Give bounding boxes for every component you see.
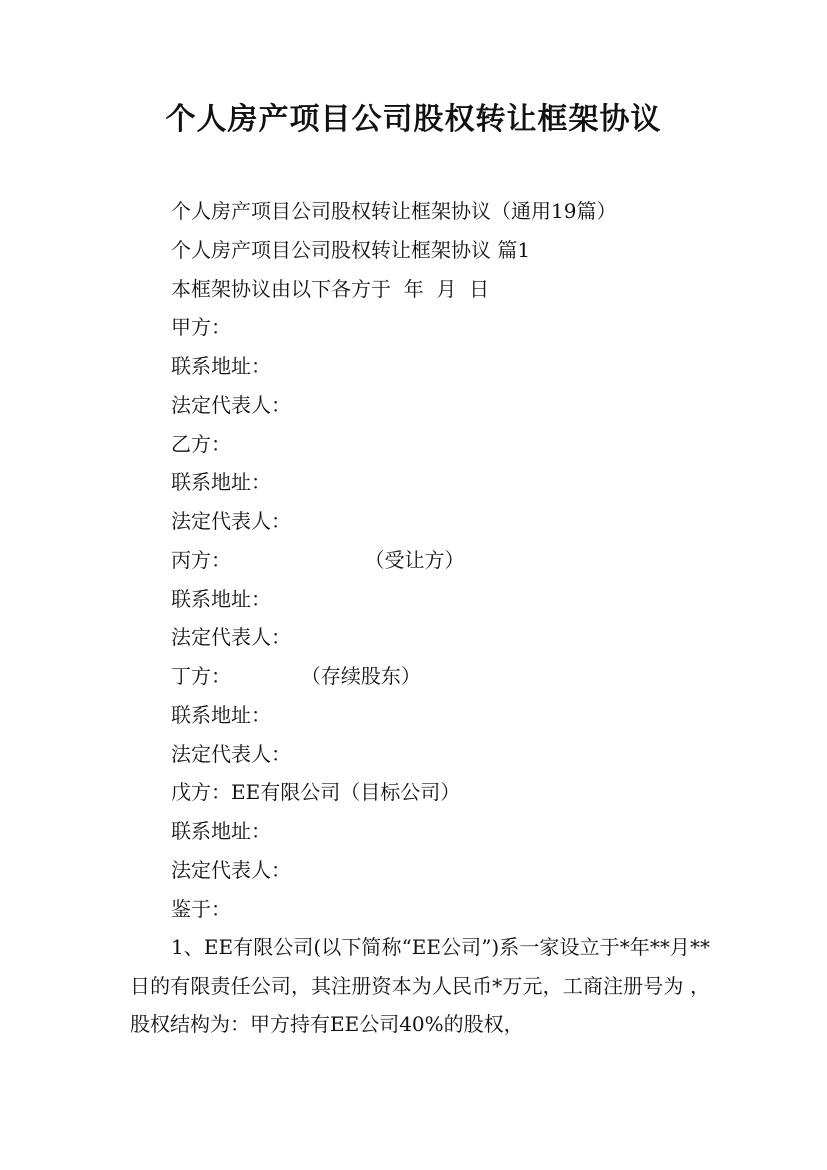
party-b-label: 乙方：	[171, 432, 231, 456]
party-e-label: 戊方：EE有限公司（目标公司）	[171, 780, 461, 804]
party-b-representative-label: 法定代表人：	[171, 509, 291, 533]
party-a-label: 甲方：	[171, 315, 231, 339]
recital-paragraph: 1、EE有限公司(以下简称“EE公司”)系一家设立于*年**月**日的有限责任公司，其注册资本为人民币*万元，工商注册号为 ，股权结构为：甲方持有EE公司40%的股权，	[130, 935, 710, 1036]
subtitle-line: 个人房产项目公司股权转让框架协议（通用19篇）	[171, 199, 617, 223]
party-e-address-label: 联系地址：	[171, 819, 271, 843]
party-d-address-label: 联系地址：	[171, 703, 271, 727]
party-c-representative-label: 法定代表人：	[171, 625, 291, 649]
whereas-label: 鉴于：	[171, 897, 231, 921]
chapter-heading: 个人房产项目公司股权转让框架协议 篇1	[171, 238, 531, 262]
agreement-date-line: 本框架协议由以下各方于 年 月 日	[171, 277, 490, 301]
party-b-address-label: 联系地址：	[171, 470, 271, 494]
party-c-label: 丙方： （受让方）	[171, 548, 465, 572]
party-a-representative-label: 法定代表人：	[171, 393, 291, 417]
party-d-label: 丁方： （存续股东）	[171, 664, 421, 688]
party-c-address-label: 联系地址：	[171, 587, 271, 611]
party-d-representative-label: 法定代表人：	[171, 742, 291, 766]
document-title: 个人房产项目公司股权转让框架协议	[165, 102, 662, 137]
party-e-representative-label: 法定代表人：	[171, 858, 291, 882]
party-a-address-label: 联系地址：	[171, 354, 271, 378]
